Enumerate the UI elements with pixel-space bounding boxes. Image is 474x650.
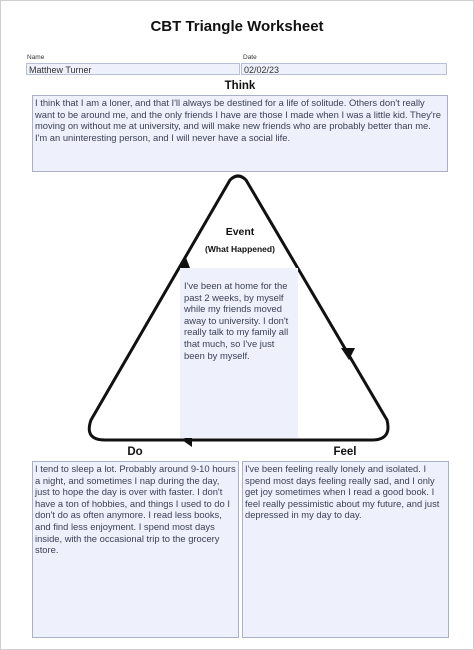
- event-heading: Event: [225, 226, 255, 238]
- name-field[interactable]: Matthew Turner: [26, 63, 240, 75]
- think-heading: Think: [224, 80, 256, 92]
- name-label: Name: [27, 54, 45, 61]
- arrow-do-to-event-icon: [178, 255, 190, 268]
- date-label: Date: [243, 54, 257, 61]
- do-heading: Do: [127, 446, 143, 458]
- date-field[interactable]: 02/02/23: [241, 63, 447, 75]
- event-subheading: (What Happened): [205, 244, 275, 254]
- arrow-event-to-feel-icon: [341, 348, 355, 360]
- page-title: CBT Triangle Worksheet: [150, 18, 324, 35]
- do-textbox[interactable]: I tend to sleep a lot. Probably around 9-10 hours a night, and sometimes I nap during the day, just to hope the day is over with faster. I don't have a ton of hobbies, and things I used to do I don't do as often anymore. I read less books, and find less enjoyment. I spend most days inside, with the occasional trip to the grocery store.: [32, 461, 239, 638]
- event-textbox[interactable]: I've been at home for the past 2 weeks, by myself while my friends moved away to university. I don't really talk to my family all that much, so I've just been by myself.: [180, 268, 298, 438]
- feel-heading: Feel: [333, 446, 357, 458]
- think-textbox[interactable]: I think that I am a loner, and that I'll always be destined for a life of solitude. Others don't really want to be around me, and the only friends I have are those I made when I was a little kid. They're moving on without me at university, and will make new friends who are probably better than me. I'm an uninteresting person, and I will never have a social life.: [32, 95, 448, 172]
- feel-textbox[interactable]: I've been feeling really lonely and isolated. I spend most days feeling really sad, and I only get joy sometimes when I read a good book. I feel really pessimistic about my future, and just depressed in my day to day.: [242, 461, 449, 638]
